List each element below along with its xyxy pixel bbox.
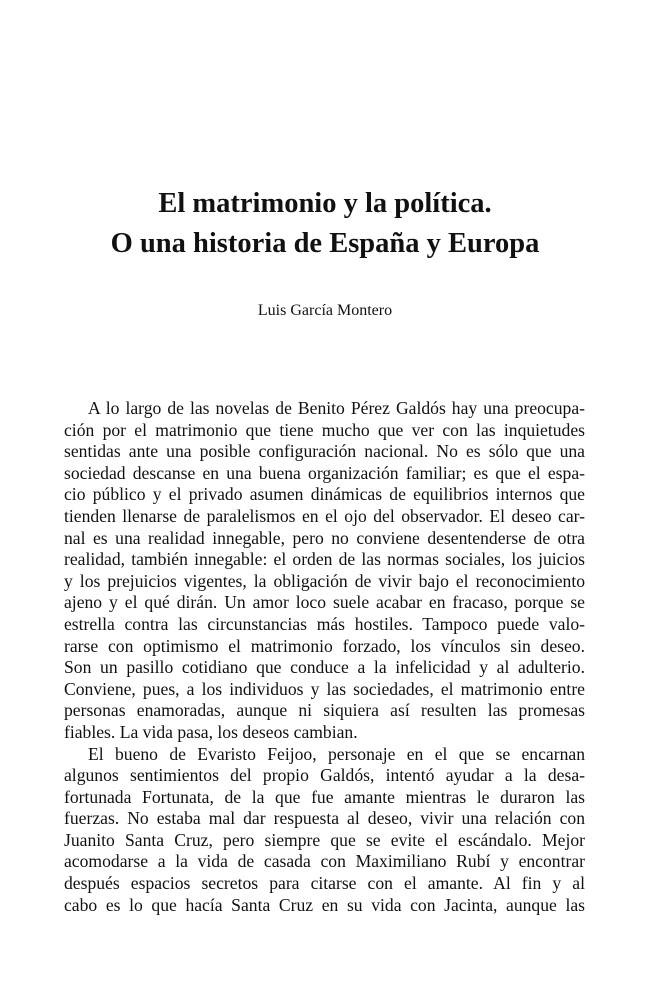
text-line: fortunada Fortunata, de la que fue amante mientras le duraron las bbox=[64, 786, 585, 807]
paragraph bbox=[64, 744, 585, 917]
text-line: estrella contra las circunstancias más hostiles. Tampoco puede valo- bbox=[64, 613, 585, 634]
title-line-2: O una historia de España y Europa bbox=[110, 228, 540, 259]
author-name: Luis García Montero bbox=[257, 302, 393, 319]
text-line: algunos sentimientos del propio Galdós, intentó ayudar a la desa- bbox=[64, 765, 585, 786]
text-line: sociedad descanse en una buena organización familiar; es que el espa- bbox=[64, 462, 585, 483]
chapter-title bbox=[0, 184, 650, 264]
text-line: Juanito Santa Cruz, pero siempre que se evite el escándalo. Mejor bbox=[64, 829, 585, 850]
text-line: después espacios secretos para citarse con el amante. Al fin y al bbox=[64, 873, 585, 894]
text-line: cio público y el privado asumen dinámicas de equilibrios internos que bbox=[64, 484, 585, 505]
text-line: personas enamoradas, aunque ni siquiera así resulten las promesas bbox=[64, 700, 585, 721]
text-line: ajeno y el qué dirán. Un amor loco suele acabar en fracaso, porque se bbox=[64, 592, 585, 613]
text-line: Son un pasillo cotidiano que conduce a la infelicidad y al adulterio. bbox=[64, 657, 585, 678]
text-line: El bueno de Evaristo Feijoo, personaje en el que se encarnan bbox=[88, 743, 585, 764]
text-line: A lo largo de las novelas de Benito Pérez Galdós hay una preocupa- bbox=[88, 398, 585, 418]
text-line: rarse con optimismo el matrimonio forzado, los vínculos sin deseo. bbox=[64, 635, 585, 656]
text-line: fiables. La vida pasa, los deseos cambian. bbox=[64, 721, 358, 742]
text-line: nal es una realidad innegable, pero no conviene desentenderse de otra bbox=[64, 527, 585, 548]
text-line: realidad, también innegable: el orden de las normas sociales, los juicios bbox=[64, 549, 585, 570]
text-line: Conviene, pues, a los individuos y las sociedades, el matrimonio entre bbox=[64, 678, 585, 699]
text-line: y los prejuicios vigentes, la obligación de vivir bajo el reconocimiento bbox=[64, 570, 585, 591]
paragraph bbox=[64, 398, 585, 744]
text-line: acomodarse a la vida de casada con Maximiliano Rubí y encontrar bbox=[64, 851, 585, 872]
text-line: sentidas ante una posible configuración nacional. No es sólo que una bbox=[64, 441, 585, 462]
text-line: tienden llenarse de paralelismos en el ojo del observador. El deseo car- bbox=[64, 505, 585, 526]
text-line: ción por el matrimonio que tiene mucho que ver con las inquietudes bbox=[64, 419, 585, 440]
text-line: cabo es lo que hacía Santa Cruz en su vida con Jacinta, aunque las bbox=[64, 894, 585, 915]
title-line-1: El matrimonio y la política. bbox=[158, 188, 492, 219]
body-text bbox=[64, 398, 585, 916]
text-line: fuerzas. No estaba mal dar respuesta al deseo, vivir una relación con bbox=[64, 808, 585, 829]
